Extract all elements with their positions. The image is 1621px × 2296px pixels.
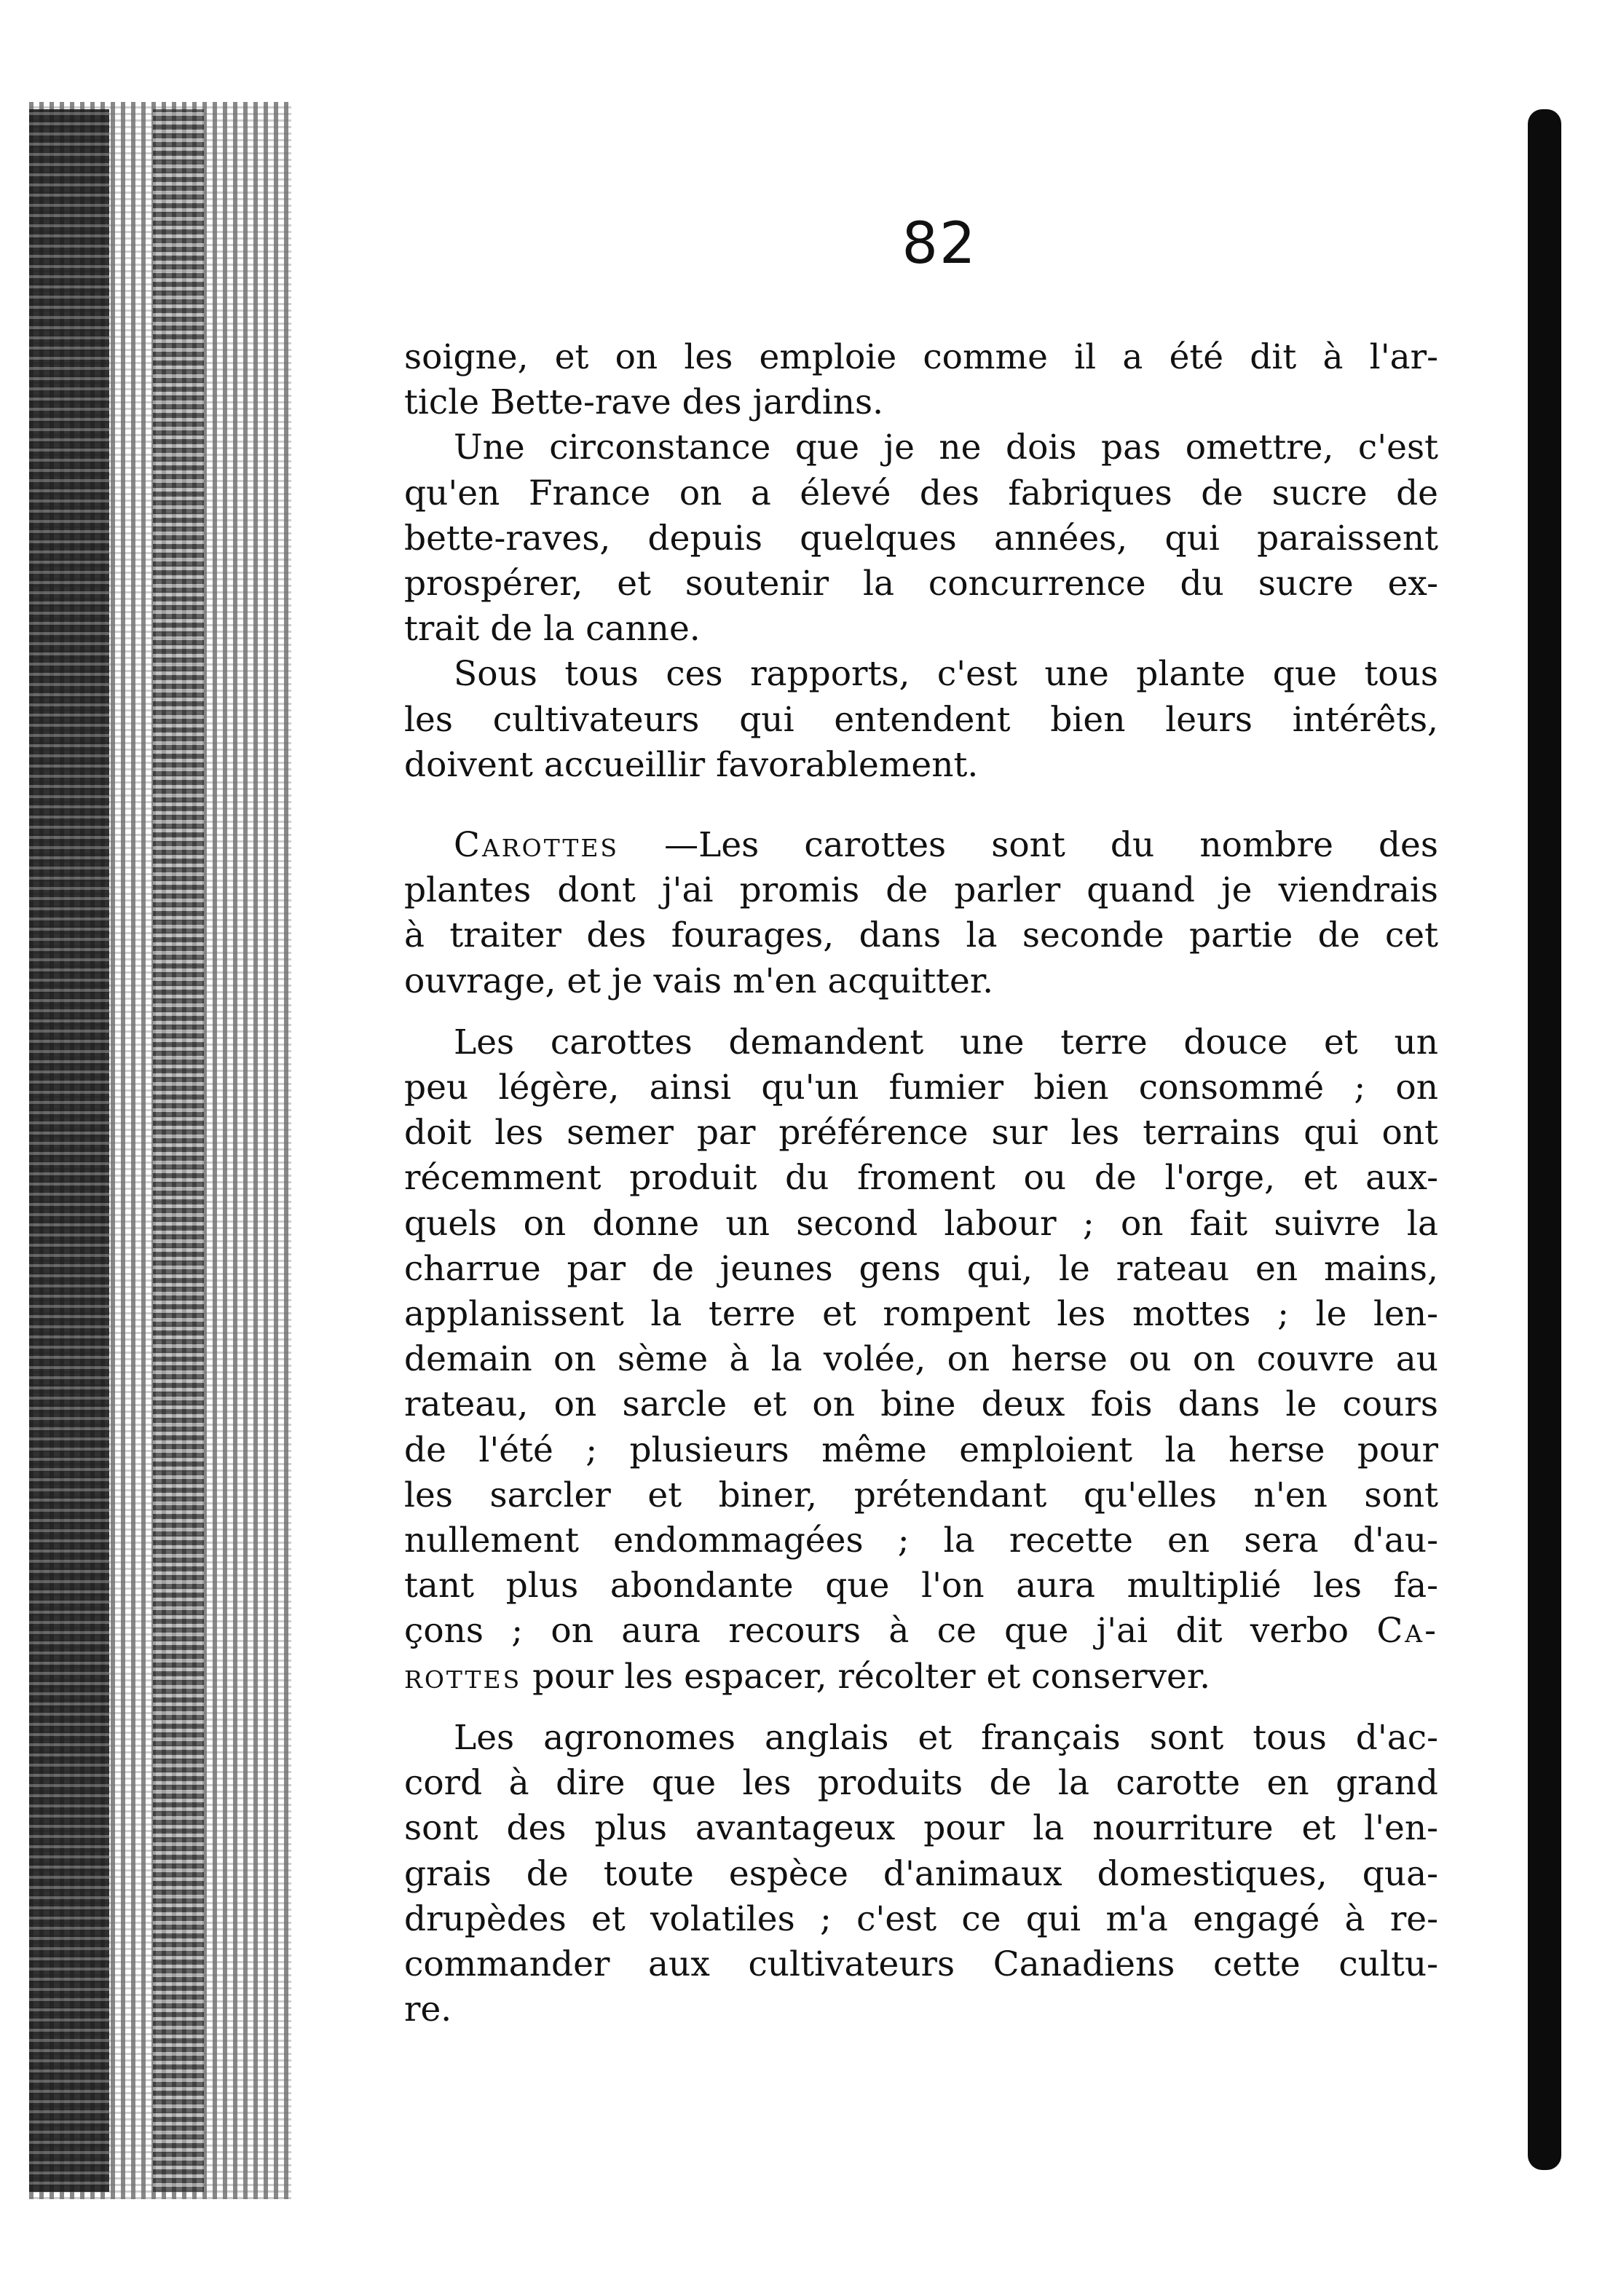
text-line: drupèdes et volatiles ; c'est ce qui m'a engagé à re-	[404, 1898, 1438, 1939]
text-line: bette-raves, depuis quelques années, qui paraissent	[404, 518, 1438, 559]
binding-edge-mid	[153, 109, 204, 2192]
text-line: quels on donne un second labour ; on fait suivre la	[404, 1203, 1438, 1244]
text-line: Les agronomes anglais et français sont tous d'ac-	[454, 1717, 1438, 1758]
binding-edge-dark	[29, 109, 109, 2192]
text-line: nullement endommagées ; la recette en sera d'au-	[404, 1520, 1438, 1561]
text-line: applanissent la terre et rompent les mottes ; le len-	[404, 1294, 1438, 1335]
text-line: soigne, et on les emploie comme il a été dit à l'ar-	[404, 337, 1438, 377]
text-fragment: çons ; on aura recours à ce que j'ai dit verbo	[404, 1611, 1377, 1652]
text-line: doivent accueillir favorablement.	[404, 744, 979, 785]
text-line: trait de la canne.	[404, 609, 701, 650]
text-line	[404, 1609, 1438, 1654]
text-line: cord à dire que les produits de la carotte en grand	[404, 1763, 1438, 1804]
right-edge-bar	[1528, 109, 1561, 2170]
text-line: peu légère, ainsi qu'un fumier bien consommé ; on	[404, 1068, 1438, 1108]
text-line: commander aux cultivateurs Canadiens cette cultu-	[404, 1944, 1438, 1984]
text-line: demain on sème à la volée, on herse ou on couvre au	[404, 1339, 1438, 1380]
text-fragment: pour les espacer, récolter et conserver.	[521, 1656, 1211, 1697]
text-line: Les carottes demandent une terre douce et un	[454, 1022, 1438, 1062]
text-line: les sarcler et biner, prétendant qu'elles n'en sont	[404, 1475, 1438, 1515]
text-line: charrue par de jeunes gens qui, le rateau en mains,	[404, 1248, 1438, 1289]
paragraph-1	[404, 335, 1438, 425]
text-line: de l'été ; plusieurs même emploient la herse pour	[404, 1429, 1438, 1470]
text-line: doit les semer par préférence sur les terrains qui ont	[404, 1113, 1438, 1153]
paragraph-2	[404, 425, 1438, 652]
smallcaps-word: rottes	[404, 1656, 522, 1697]
text-line: récemment produit du froment ou de l'orge, et aux-	[404, 1158, 1438, 1199]
text-line: à traiter des fourages, dans la seconde partie de cet	[404, 915, 1438, 956]
text-line: plantes dont j'ai promis de parler quand je viendrais	[404, 870, 1438, 911]
paragraph-carottes	[404, 823, 1438, 1004]
text-line	[404, 1654, 1438, 1700]
paragraph-3	[404, 652, 1438, 788]
text-line: rateau, on sarcle et on bine deux fois dans le cours	[404, 1384, 1438, 1425]
text-line	[404, 823, 1438, 868]
text-line: Sous tous ces rapports, c'est une plante que tous	[454, 654, 1438, 695]
text-line: sont des plus avantageux pour la nourriture et l'en-	[404, 1808, 1438, 1849]
text-line: ticle Bette-rave des jardins.	[404, 382, 884, 423]
paragraph-5	[404, 1020, 1438, 1700]
heading-continuation: —Les carottes sont du nombre des	[619, 825, 1438, 866]
page-number: 82	[902, 211, 977, 277]
text-line: re.	[404, 1989, 452, 2030]
text-line: les cultivateurs qui entendent bien leurs intérêts,	[404, 699, 1438, 740]
text-line: prospérer, et soutenir la concurrence du sucre ex-	[404, 564, 1438, 604]
section-heading: Carottes	[454, 825, 620, 866]
smallcaps-word: Ca-	[1376, 1611, 1438, 1652]
text-line: grais de toute espèce d'animaux domestiques, qua-	[404, 1853, 1438, 1894]
text-line: ouvrage, et je vais m'en acquitter.	[404, 960, 994, 1001]
text-line: qu'en France on a élevé des fabriques de sucre de	[404, 473, 1438, 513]
text-line: Une circonstance que je ne dois pas omettre, c'est	[454, 427, 1438, 468]
body-text	[404, 335, 1438, 2032]
text-line: tant plus abondante que l'on aura multiplié les fa-	[404, 1566, 1438, 1606]
paragraph-6	[404, 1716, 1438, 2032]
